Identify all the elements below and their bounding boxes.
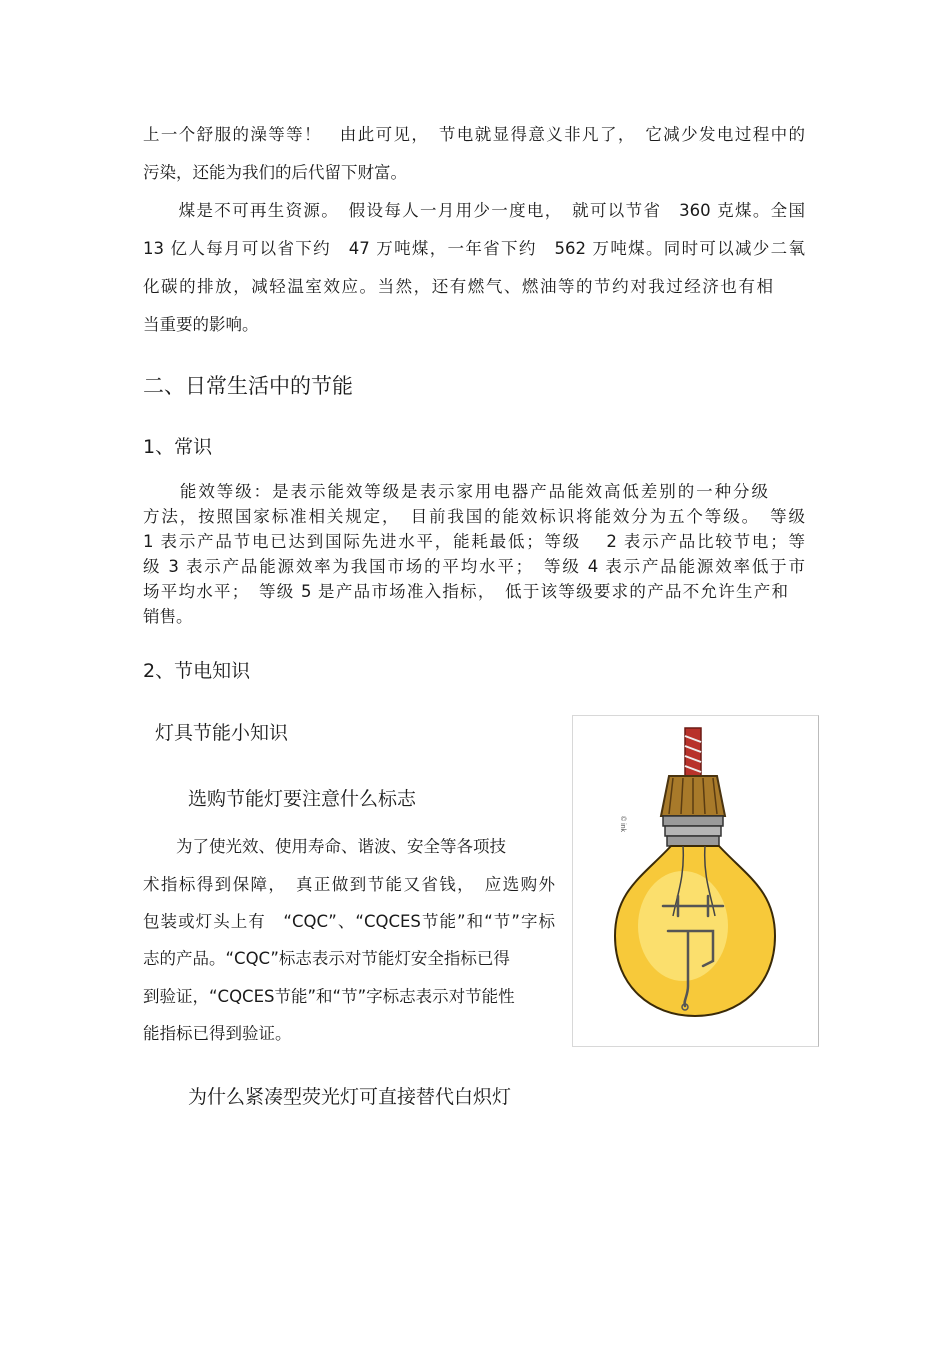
common-sense-line-4: 级 3 表示产品能源效率为我国市场的平均水平； 等级 4 表示产品能源效率低于市 xyxy=(143,557,805,576)
para2-line-2: 13 亿人每月可以省下约 47 万吨煤，一年省下约 562 万吨煤。同时可以减少二氧 xyxy=(143,239,805,258)
q1-heading: 选购节能灯要注意什么标志 xyxy=(188,788,417,810)
para1-line-1: 上一个舒服的澡等等！ 由此可见， 节电就显得意义非凡了， 它减少发电过程中的 xyxy=(143,125,805,144)
q1-line-3: 包装或灯头上有 “CQC”、“CQCES节能”和“节”字标 xyxy=(143,912,555,931)
q2-heading: 为什么紧凑型荧光灯可直接替代白炽灯 xyxy=(188,1086,512,1108)
svg-text:© ink: © ink xyxy=(619,816,626,833)
light-bulb-illustration xyxy=(572,715,819,1047)
para1-line-2: 污染，还能为我们的后代留下财富。 xyxy=(143,163,407,182)
q1-line-5: 到验证，“CQCES节能”和“节”字标志表示对节能性 xyxy=(143,987,515,1006)
lamp-tips-heading: 灯具节能小知识 xyxy=(155,722,289,744)
common-sense-line-5: 场平均水平； 等级 5 是产品市场准入指标， 低于该等级要求的产品不允许生产和 xyxy=(143,582,788,601)
subsection-2-heading: 2、节电知识 xyxy=(143,660,251,682)
para2-line-3: 化碳的排放，减轻温室效应。当然，还有燃气、燃油等的节约对我过经济也有相 xyxy=(143,277,773,296)
common-sense-line-6: 销售。 xyxy=(143,607,193,626)
subsection-1-heading: 1、常识 xyxy=(143,436,213,458)
para2-line-4: 当重要的影响。 xyxy=(143,315,259,334)
common-sense-line-3: 1 表示产品节电已达到国际先进水平，能耗最低；等级 2 表示产品比较节电；等 xyxy=(143,532,805,551)
para2-line-1: 煤是不可再生资源。 假设每人一月用少一度电， 就可以节省 360 克煤。全国 xyxy=(143,201,805,220)
q1-line-2: 术指标得到保障， 真正做到节能又省钱， 应选购外 xyxy=(143,875,555,894)
q1-line-1: 为了使光效、使用寿命、谐波、安全等各项技 xyxy=(143,837,506,856)
common-sense-line-1: 能效等级：是表示能效等级是表示家用电器产品能效高低差别的一种分级 xyxy=(143,482,768,501)
common-sense-line-2: 方法，按照国家标准相关规定， 目前我国的能效标识将能效分为五个等级。 等级 xyxy=(143,507,805,526)
section-heading: 二、日常生活中的节能 xyxy=(143,374,353,398)
q1-line-4: 志的产品。“CQC”标志表示对节能灯安全指标已得 xyxy=(143,949,510,968)
light-bulb-icon xyxy=(573,716,818,1046)
q1-line-6: 能指标已得到验证。 xyxy=(143,1024,292,1043)
